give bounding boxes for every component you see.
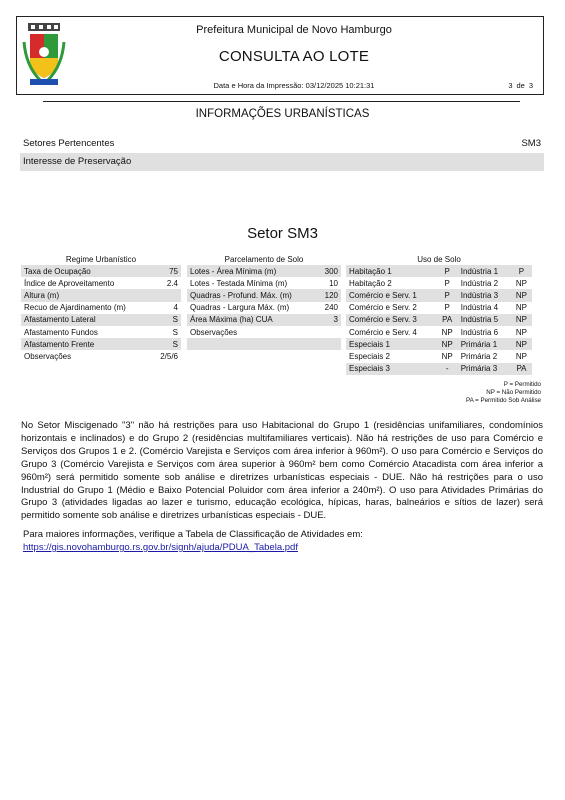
regime-label: Taxa de Ocupação <box>21 265 152 277</box>
uso-use-b-status: NP <box>515 327 528 337</box>
org-name: Prefeitura Municipal de Novo Hamburgo <box>196 24 392 36</box>
uso-row <box>346 277 532 289</box>
uso-use-a-status: NP <box>437 338 458 350</box>
uso-row <box>346 265 532 277</box>
regime-value <box>152 289 181 301</box>
uso-use-a-status: P <box>437 289 458 301</box>
parcelamento-label: Área Máxima (ha) CUA <box>187 314 318 326</box>
parcelamento-row <box>187 326 341 338</box>
description-paragraph: No Setor Miscigenado "3" não há restrições para uso Habitacional do Grupo 1 (residências unifamiliares, condomínios horizontais e inclinados) e do Grupo 2 (residências multifamiliares verticais). Não há restrições de uso para Comércio e Serviços dos Grupos 1 e 2. (Comércio Varejista e Serviços com área inferior à 960m²). O uso para Comércio e Serviços do Grupo 3 (Comércio Varejista e Serviços com área superior à 960m² bem como Comércio Atacadista com área inferior a 960m²) será permitido somente sob análise e diretrizes urbanísticas especiais - DUE. Não há restrições para o uso Industrial do Grupo 1 (Médio e Baixo Potencial Poluidor com área inferior a 240m²). O uso para Atividades Primárias do Grupo 3 (atividades ligadas ao lazer e turismo, educação ecológica, hípicas, haras, balneários e sítios de lazer) será permitido somente sob análise e diretrizes urbanísticas especiais - DUE. <box>21 420 543 522</box>
parcelamento-row <box>187 314 341 326</box>
uso-use-a: Especiais 3 <box>346 363 437 375</box>
uso-use-b-status: NP <box>515 351 528 361</box>
parcelamento-row <box>187 277 341 289</box>
parcelamento-value: 240 <box>324 303 338 313</box>
uso-use-a-status: P <box>444 278 450 288</box>
regime-label: Afastamento Frente <box>21 338 152 350</box>
page-current: 3 <box>508 81 513 90</box>
uso-use-b: Primária 2 <box>460 351 498 361</box>
setores-value: SM3 <box>521 138 541 149</box>
parcelamento-empty-row <box>187 350 341 362</box>
uso-use-a: Comércio e Serv. 3 <box>346 314 437 326</box>
uso-use-a-status: NP <box>441 351 453 361</box>
uso-row <box>346 338 532 350</box>
parcelamento-label: Observações <box>190 327 238 337</box>
activity-table-link[interactable]: https://gis.novohamburgo.rs.gov.br/signh/ajuda/PDUA_Tabela.pdf <box>23 542 298 553</box>
print-datetime: Data e Hora da Impressão: 03/12/2025 10:21:31 <box>213 81 375 90</box>
uso-row <box>346 363 532 375</box>
regime-row <box>21 277 181 289</box>
uso-use-a: Especiais 1 <box>346 338 437 350</box>
section-title: INFORMAÇÕES URBANÍSTICAS <box>195 108 370 120</box>
setores-row <box>20 135 544 153</box>
parcelamento-value: 10 <box>329 278 338 288</box>
regime-label: Afastamento Lateral <box>21 314 152 326</box>
uso-title: Uso de Solo <box>417 255 461 264</box>
legend-item: PA = Permitido Sob Análise <box>465 396 541 404</box>
regime-row <box>21 326 181 338</box>
uso-use-a-status: NP <box>441 327 453 337</box>
regime-label: Recuo de Ajardinamento (m) <box>24 303 126 313</box>
uso-use-b: Indústria 2 <box>460 278 499 288</box>
regime-value: 75 <box>152 265 181 277</box>
uso-use-b: Primária 1 <box>458 338 511 350</box>
parcelamento-value: 300 <box>318 265 341 277</box>
uso-use-a: Especiais 2 <box>349 351 390 361</box>
parcelamento-label: Lotes - Área Mínima (m) <box>187 265 318 277</box>
uso-use-b-status: NP <box>511 289 532 301</box>
regime-value: 4 <box>173 303 178 313</box>
page-total: 3 <box>528 81 533 90</box>
uso-row <box>346 326 532 338</box>
regime-row <box>21 302 181 314</box>
setores-label: Setores Pertencentes <box>23 138 115 149</box>
regime-value: 2.4 <box>166 278 178 288</box>
uso-table <box>346 265 532 375</box>
uso-use-b-status: PA <box>511 363 532 375</box>
parcelamento-empty-row <box>187 338 341 350</box>
regime-table <box>21 265 181 363</box>
setor-title: Setor SM3 <box>247 225 318 242</box>
uso-use-b: Indústria 6 <box>460 327 499 337</box>
parcelamento-title: Parcelamento de Solo <box>224 255 304 264</box>
parcelamento-label: Quadras - Profund. Máx. (m) <box>187 289 318 301</box>
regime-label: Observações <box>24 351 72 361</box>
uso-use-b-status: NP <box>511 314 532 326</box>
uso-use-a: Comércio e Serv. 2 <box>349 303 417 313</box>
uso-use-b: Primária 3 <box>458 363 511 375</box>
more-info-text: Para maiores informações, verifique a Tabela de Classificação de Atividades em: <box>23 529 363 540</box>
regime-label: Afastamento Fundos <box>24 327 98 337</box>
preservacao-row <box>20 153 544 171</box>
page-separator: de <box>516 81 525 90</box>
uso-use-a: Comércio e Serv. 4 <box>349 327 417 337</box>
uso-use-b-status: P <box>511 265 532 277</box>
uso-use-b: Indústria 3 <box>458 289 511 301</box>
uso-row <box>346 289 532 301</box>
uso-use-b: Indústria 1 <box>458 265 511 277</box>
regime-row <box>21 265 181 277</box>
uso-use-b: Indústria 4 <box>460 303 499 313</box>
regime-label: Índice de Aproveitamento <box>24 278 115 288</box>
legend-item: P = Permitido <box>503 381 541 388</box>
regime-value: S <box>152 338 181 350</box>
parcelamento-table <box>187 265 341 363</box>
regime-value: S <box>152 314 181 326</box>
uso-use-b-status: NP <box>515 303 528 313</box>
parcelamento-value <box>318 326 341 338</box>
legend-item: NP = Não Permitido <box>486 388 541 396</box>
parcelamento-label: Lotes - Testada Mínima (m) <box>190 278 288 288</box>
uso-row <box>346 314 532 326</box>
uso-use-a-status: - <box>437 363 458 375</box>
preservacao-label: Interesse de Preservação <box>23 156 132 167</box>
regime-row <box>21 289 181 301</box>
uso-use-b-status: NP <box>515 278 528 288</box>
parcelamento-row <box>187 289 341 301</box>
legend <box>466 381 541 404</box>
uso-use-a-status: P <box>444 303 450 313</box>
uso-use-a: Comércio e Serv. 1 <box>346 289 437 301</box>
parcelamento-value: 120 <box>318 289 341 301</box>
regime-row <box>21 314 181 326</box>
uso-use-b: Indústria 5 <box>458 314 511 326</box>
uso-use-a: Habitação 1 <box>346 265 437 277</box>
parcelamento-empty-cell <box>187 350 341 362</box>
page-counter <box>504 81 533 90</box>
report-header <box>16 16 544 95</box>
parcelamento-value: 3 <box>318 314 341 326</box>
regime-value: 2/5/6 <box>160 351 178 361</box>
parcelamento-label: Quadras - Largura Máx. (m) <box>190 303 290 313</box>
uso-use-a-status: PA <box>437 314 458 326</box>
parcelamento-row <box>187 265 341 277</box>
regime-row <box>21 350 181 362</box>
parcelamento-row <box>187 302 341 314</box>
uso-use-a-status: P <box>437 265 458 277</box>
regime-title: Regime Urbanístico <box>65 255 137 264</box>
parcelamento-empty-cell <box>187 338 341 350</box>
regime-value: S <box>172 327 178 337</box>
header-divider <box>43 101 520 102</box>
uso-row <box>346 350 532 362</box>
uso-row <box>346 302 532 314</box>
regime-label: Altura (m) <box>21 289 152 301</box>
regime-row <box>21 338 181 350</box>
uso-use-b-status: NP <box>511 338 532 350</box>
uso-use-a: Habitação 2 <box>349 278 392 288</box>
page-title: CONSULTA AO LOTE <box>218 48 370 65</box>
